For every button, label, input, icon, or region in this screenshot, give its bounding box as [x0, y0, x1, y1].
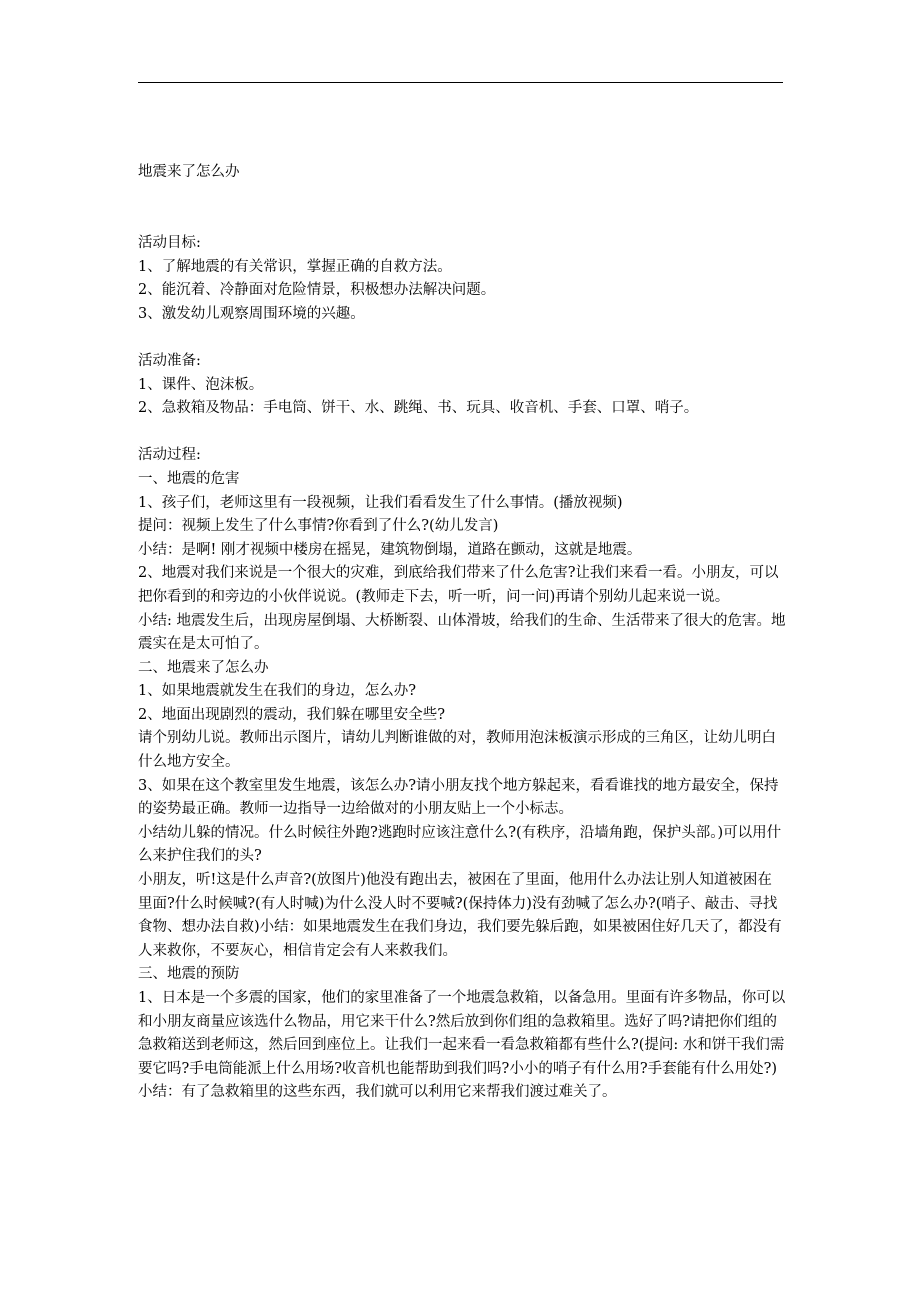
- preparation-section: [138, 350, 786, 421]
- process-paragraph: 请个别幼儿说。教师出示图片，请幼儿判断谁做的对，教师用泡沫板演示形成的三角区，让幼儿明白什么地方安全。: [138, 730, 776, 771]
- process-paragraph: 2、地面出现剧烈的震动，我们躲在哪里安全些?: [138, 706, 445, 723]
- section-heading-prevention: 三、地震的预防: [138, 966, 240, 983]
- process-paragraph: 小结: 地震发生后，出现房屋倒塌、大桥断裂、山体滑坡，给我们的生命、生活带来了很大的危害。地震实在是太可怕了。: [138, 612, 786, 653]
- goal-item: 1、了解地震的有关常识，掌握正确的自救方法。: [138, 258, 452, 275]
- preparation-item: 1、课件、泡沫板。: [138, 376, 264, 393]
- process-paragraph: 1、如果地震就发生在我们的身边，怎么办?: [138, 683, 416, 700]
- process-paragraph: 小结：有了急救箱里的这些东西，我们就可以利用它来帮我们渡过难关了。: [138, 1084, 617, 1101]
- process-paragraph: 小结：是啊! 刚才视频中楼房在摇晃，建筑物倒塌，道路在颤动，这就是地震。: [138, 541, 642, 558]
- document-body: [138, 232, 786, 1105]
- process-section: [138, 444, 786, 1105]
- process-paragraph: 1、孩子们，老师这里有一段视频，让我们看看发生了什么事情。(播放视频): [138, 494, 623, 511]
- goal-item: 2、能沉着、冷静面对危险情景，积极想办法解决问题。: [138, 282, 496, 299]
- document-title: 地震来了怎么办: [138, 164, 240, 180]
- preparation-heading: 活动准备:: [138, 352, 201, 369]
- goals-heading: 活动目标:: [138, 235, 201, 251]
- process-paragraph: 3、如果在这个教室里发生地震，该怎么办?请小朋友找个地方躲起来，看看谁找的地方最安全，保持的姿势最正确。教师一边指导一边给做对的小朋友贴上一个小标志。: [138, 777, 779, 818]
- process-paragraph: 1、日本是一个多震的国家，他们的家里准备了一个地震急救箱，以备急用。里面有许多物品，你可以和小朋友商量应该选什么物品，用它来干什么?然后放到你们组的急救箱里。选好了吗?请把你们组的急救箱送到老师这，然后回到座位上。让我们一起来看一看急救箱都有些什么?(提问: 水和饼干我们需要它吗?手电筒能派上什么用场?收音机也能帮助到我们吗?小小的哨子有什么用?手套能有什么用处?): [138, 990, 786, 1077]
- process-paragraph: 提问：视频上发生了什么事情?你看到了什么?(幼儿发言): [138, 518, 499, 535]
- goals-section: [138, 232, 786, 326]
- process-paragraph: 2、地震对我们来说是一个很大的灾难，到底给我们带来了什么危害?让我们来看一看。小朋友，可以把你看到的和旁边的小伙伴说说。(教师走下去，听一听，问一问)再请个别幼儿起来说一说。: [138, 565, 779, 605]
- process-paragraph: 小结幼儿躲的情况。什么时候往外跑?逃跑时应该注意什么?(有秩序，沿墙角跑，保护头部。)可以用什么来护住我们的头?: [138, 824, 782, 865]
- header-rule: [138, 82, 783, 83]
- process-heading: 活动过程:: [138, 447, 201, 464]
- goal-item: 3、激发幼儿观察周围环境的兴趣。: [138, 305, 365, 322]
- section-heading-response: 二、地震来了怎么办: [138, 659, 269, 676]
- process-paragraph: 小朋友，听!这是什么声音?(放图片)他没有跑出去，被困在了里面，他用什么办法让别人知道被困在里面?什么时候喊?(有人时喊)为什么没人时不要喊?(保持体力)没有劲喊了怎么办?(哨子、敲击、寻找食物、想办法自救)小结：如果地震发生在我们身边，我们要先躲后跑，如果被困住好几天了，都没有人来救你，不要灰心，相信肯定会有人来救我们。: [138, 872, 782, 959]
- section-heading-hazards: 一、地震的危害: [138, 470, 240, 487]
- preparation-item: 2、急救箱及物品：手电筒、饼干、水、跳绳、书、玩具、收音机、手套、口罩、哨子。: [138, 400, 699, 417]
